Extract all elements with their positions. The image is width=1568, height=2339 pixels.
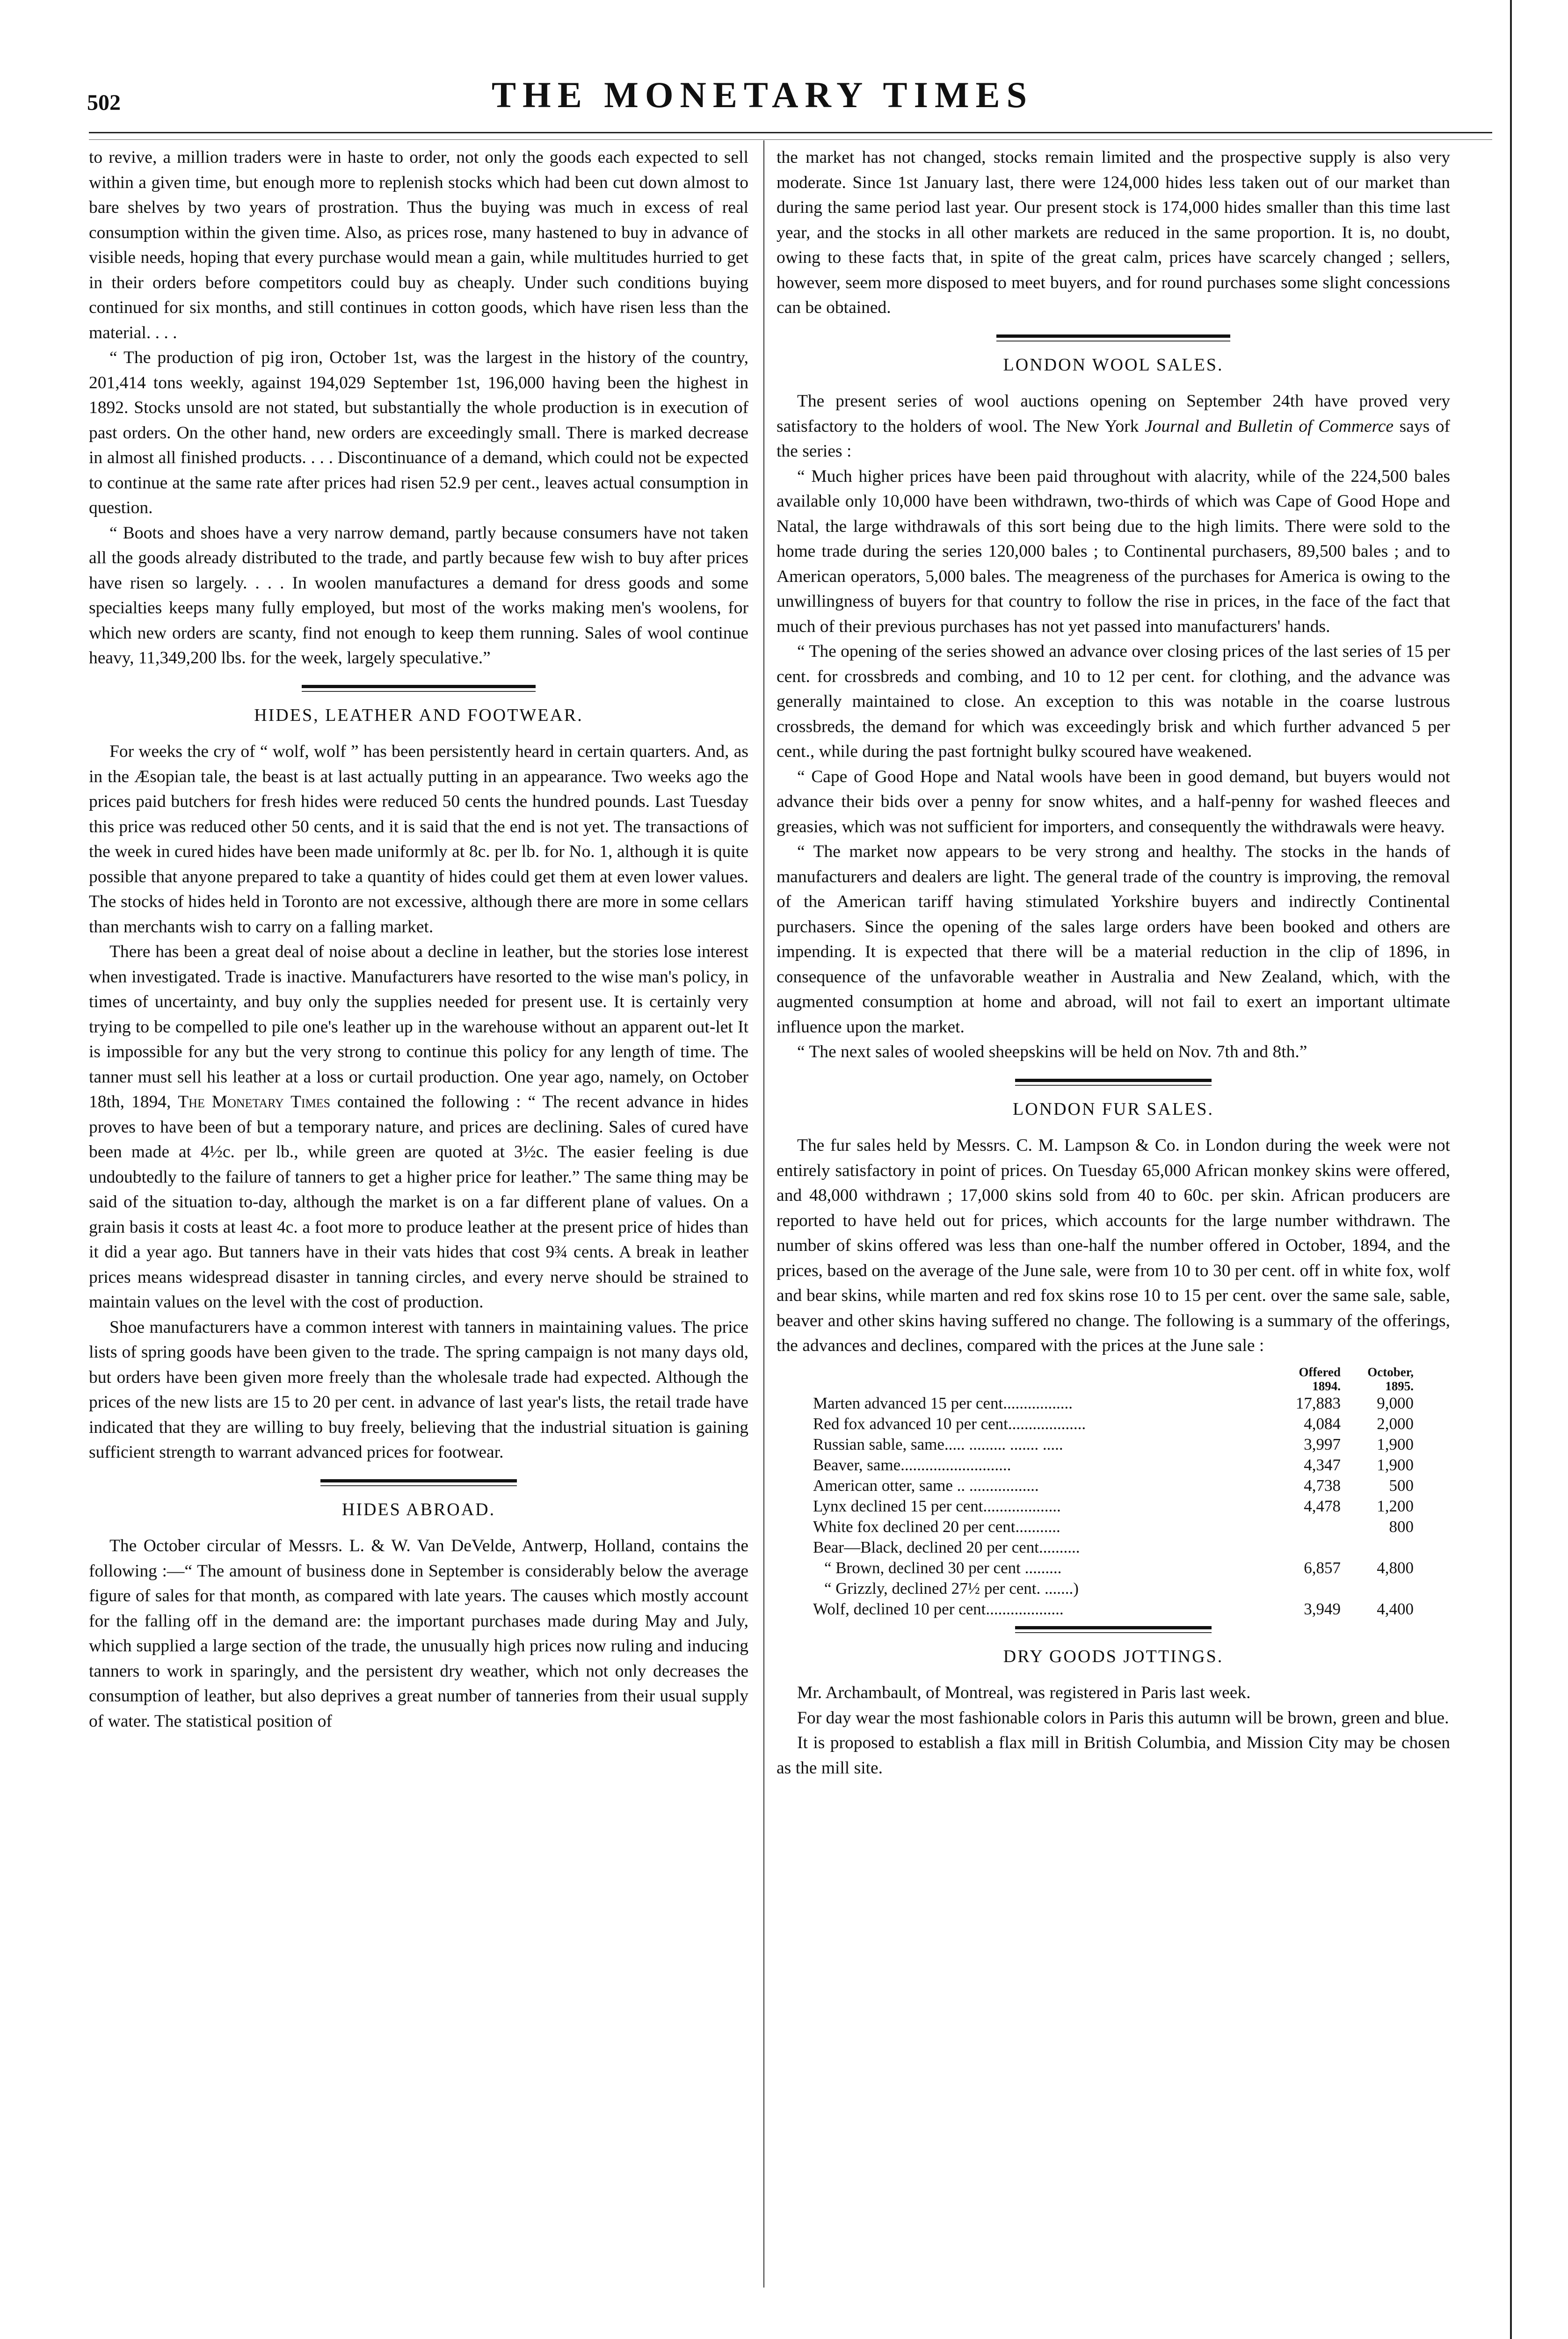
fur-label: White fox declined 20 per cent........... (813, 1517, 1060, 1536)
article-paragraph: “ The opening of the series showed an advance over closing prices of the last series of 15 per cent. for crossbreds and combing, and 10 to 12 per cent. for clothing, and the advance was generally maintained to close. An exception to this was notable in the coarse lustrous crossbreds, the demand for which was exceedingly brisk and which further advanced 5 per cent., while during the past fortnight bulky scoured have weakened. (777, 642, 1450, 761)
fur-offered-1894: 4,084 (1304, 1414, 1341, 1433)
section-divider (302, 685, 536, 692)
article-paragraph: The fur sales held by Messrs. C. M. Lampson & Co. in London during the week were not entirely satisfactory in point of prices. On Tuesday 65,000 African monkey skins were offered, and 48,000 withdrawn ; 17,000 skins sold from 40 to 60c. per skin. African producers are reported to have held out for prices, which accounts for the large number withdrawn. The number of skins offered was less than one-half the number offered in October, 1894, and the prices, based on the average of the June sale, were from 10 to 30 per cent. off in white fox, wolf and bear skins, while marten and red fox skins rose 10 to 15 per cent. over the same sale, sable, beaver and other skins having suffered no change. The following is a summary of the offerings, the advances and declines, compared with the prices at the June sale : (777, 1136, 1450, 1355)
text-run: There has been a great deal of noise about a decline in leather, but the stories lose interest when investigated. Trade is inactive. Manufacturers have resorted to the wise man's policy, in times of uncertainty, and buy only the supplies needed for present use. It is certainly very trying to be compelled to pile one's leather up in the warehouse without an apparent out-let It is impossible for any but the very strong to continue this policy for any length of time. The tanner must sell his leather at a loss or curtail production. One year ago, namely, on October 18th, 1894, (89, 942, 748, 1111)
header-rule (89, 132, 1492, 133)
fur-offered-1895: 2,000 (1377, 1414, 1414, 1433)
article-paragraph: “ Cape of Good Hope and Natal wools have been in good demand, but buyers would not advance their bids over a penny for snow whites, and a half-penny for washed fleeces and greasies, which was not sufficient for importers, and consequently the withdrawals were heavy. (777, 767, 1450, 836)
table-row (809, 1517, 1417, 1537)
masthead-title: THE MONETARY TIMES (492, 74, 1033, 115)
article-paragraph: Shoe manufacturers have a common interest with tanners in maintaining values. The price lists of spring goods have been given to the trade. The spring campaign is not many days old, but orders have been given more freely than the wholesale trade had expected. Although the prices of the new lists are 15 to 20 per cent. in advance of last year's lists, the retail trade have indicated that they are willing to buy freely, believing that the industrial situation is gaining sufficient strength to warrant advanced prices for footwear. (89, 1317, 748, 1462)
bear-labels (809, 1537, 1271, 1599)
fur-sales-table (809, 1365, 1417, 1620)
article-paragraph (777, 389, 1450, 464)
fur-label: Bear—Black, declined 20 per cent.......... (813, 1538, 1080, 1556)
header-rule-thin (89, 139, 1492, 140)
table-row (809, 1475, 1417, 1496)
article-paragraph: “ The production of pig iron, October 1st, was the largest in the history of the country, 201,414 tons weekly, against 194,029 September 1st, 196,000 having been the highest in 1892. Stocks unsold are not stated, but substantially the whole production is in execution of past orders. On the other hand, new orders are exceedingly small. There is marked decrease in almost all finished products. . . . Discontinuance of a demand, which could not be expected to continue at the same rate after prices had risen 52.9 per cent., leaves actual consumption in question. (89, 348, 748, 517)
page-edge-line (1510, 0, 1512, 2339)
text-run: says of the series : (777, 416, 1450, 461)
fur-offered-1895: 1,900 (1377, 1435, 1414, 1453)
article-paragraph: “ The next sales of wooled sheepskins will be held on Nov. 7th and 8th.” (797, 1042, 1307, 1061)
section-heading-fur-sales: LONDON FUR SALES. (1013, 1099, 1214, 1119)
fur-label: “ Grizzly, declined 27½ per cent. .......) (824, 1579, 1079, 1598)
fur-offered-1895: 500 (1389, 1476, 1414, 1495)
fur-offered-1894: 3,997 (1304, 1435, 1341, 1453)
column-header-offered-1894: Offered 1894. (1299, 1365, 1341, 1393)
article-paragraph: to revive, a million traders were in haste to order, not only the goods each expected to sell within a given time, but enough more to replenish stocks which had been cut down almost to bare shelves by two years of prostration. Thus the buying was much in excess of real consumption within the given time. Also, as prices rose, many hastened to buy in advance of visible needs, hoping that every purchase would mean a gain, while multitudes hurried to get in their orders before competitors could buy as cheaply. Under such conditions buying continued for six months, and still continues in cotton goods, which have risen less than the material. . . . (89, 148, 748, 342)
section-divider (1015, 1079, 1212, 1086)
fur-label: Russian sable, same..... ......... ....... ..... (813, 1435, 1063, 1453)
journal-name: Journal and Bulletin of Commerce (1145, 416, 1394, 436)
fur-offered-1894: 4,738 (1304, 1476, 1341, 1495)
fur-offered-1895: 1,200 (1377, 1496, 1414, 1515)
article-paragraph: For weeks the cry of “ wolf, wolf ” has been persistently heard in certain quarters. And, as in the Æsopian tale, the beast is at last actually putting in an appearance. Two weeks ago the prices paid butchers for fresh hides were reduced 50 cents the hundred pounds. Last Tuesday this price was reduced other 50 cents, and it is said that the end is not yet. The transactions of the week in cured hides have been made uniformly at 8c. per lb. for No. 1, although it is quite possible that anyone prepared to take a quantity of hides could get them at even lower values. The stocks of hides held in Toronto are not excessive, although there are more in some cellars than merchants wish to carry on a falling market. (89, 742, 748, 937)
fur-table-body (809, 1393, 1417, 1620)
article-paragraph: The October circular of Messrs. L. & W. Van DeVelde, Antwerp, Holland, contains the following :—“ The amount of business done in September is considerably below the average figure of sales for that month, as compared with late years. The causes which mostly account for the falling off in the demand are: the important purchases made during May and July, which supplied a large section of the trade, the unusually high prices now ruling and inducing tanners to work in sparingly, and the persistent dry weather, which not only decreases the consumption of leather, but also deprives a great number of tanneries from their usual supply of water. The statistical position of (89, 1536, 748, 1731)
fur-offered-1895: 4,800 (1377, 1558, 1414, 1577)
page-number: 502 (87, 90, 121, 115)
table-row (809, 1496, 1417, 1517)
table-row (809, 1414, 1417, 1434)
fur-offered-1894: 6,857 (1304, 1558, 1341, 1577)
section-heading-hides-abroad: HIDES ABROAD. (341, 1499, 496, 1519)
table-row (809, 1393, 1417, 1414)
fur-offered-1895: 4,400 (1377, 1599, 1414, 1618)
section-heading-dry-goods: DRY GOODS JOTTINGS. (1003, 1646, 1224, 1666)
fur-offered-1894: 4,478 (1304, 1496, 1341, 1515)
article-paragraph: Mr. Archambault, of Montreal, was registered in Paris last week. (797, 1683, 1251, 1702)
table-row (809, 1599, 1417, 1620)
table-row (809, 1434, 1417, 1455)
article-paragraph (89, 939, 748, 1315)
section-divider (1015, 1626, 1212, 1633)
fur-label: Lynx declined 15 per cent................... (813, 1496, 1061, 1515)
fur-offered-1895: 1,900 (1377, 1455, 1414, 1474)
fur-offered-1895: 800 (1389, 1517, 1414, 1536)
table-header-row (809, 1365, 1417, 1393)
section-heading-wool-sales: LONDON WOOL SALES. (1003, 355, 1224, 375)
column-divider (763, 140, 764, 2288)
fur-label: Wolf, declined 10 per cent................... (813, 1599, 1064, 1618)
text-run: The present series of wool auctions opening on September 24th have proved very satisfactory to the holders of wool. The New York (777, 392, 1450, 436)
right-column (777, 145, 1450, 1780)
article-paragraph: “ Much higher prices have been paid throughout with alacrity, while of the 224,500 bales available only 10,000 have been withdrawn, two-thirds of which was Cape of Good Hope and Natal, the large withdrawals of this sort being due to the high limits. There were sold to the home trade during the series 120,000 bales ; to Continental purchasers, 89,500 bales ; and to American operators, 5,000 bales. The meagreness of the purchases for America is owing to the unwillingness of buyers for that country to follow the rise in prices, in the face of the fact that much of their previous purchases has not yet passed into manufacturers' hands. (777, 466, 1450, 636)
fur-offered-1894: 4,347 (1304, 1455, 1341, 1474)
article-paragraph: It is proposed to establish a flax mill in British Columbia, and Mission City may be chosen as the mill site. (777, 1733, 1450, 1778)
fur-label: Marten advanced 15 per cent................. (813, 1394, 1073, 1412)
left-column (89, 145, 748, 1734)
column-header-october-1895: October, 1895. (1367, 1365, 1414, 1393)
fur-label: Red fox advanced 10 per cent................... (813, 1414, 1086, 1433)
fur-offered-1894 (1271, 1517, 1344, 1537)
section-divider (996, 334, 1230, 341)
fur-label: American otter, same .. ................. (813, 1476, 1039, 1495)
article-paragraph: the market has not changed, stocks remain limited and the prospective supply is also very moderate. Since 1st January last, there were 124,000 hides less taken out of our market than during the same period last year. Our present stock is 174,000 hides smaller than this time last year, and the stocks in all other markets are reduced in the same proportion. It is, no doubt, owing to these facts that, in spite of the great calm, prices have scarcely changed ; sellers, however, seem more disposed to meet buyers, and for round purchases some slight concessions can be obtained. (777, 148, 1450, 317)
fur-offered-1894: 17,883 (1295, 1394, 1341, 1412)
table-row-bear (809, 1537, 1417, 1599)
article-paragraph: For day wear the most fashionable colors in Paris this autumn will be brown, green and blue. (797, 1708, 1449, 1728)
fur-label: “ Brown, declined 30 per cent ......... (824, 1558, 1062, 1577)
article-paragraph: “ Boots and shoes have a very narrow demand, partly because consumers have not taken all the goods already distributed to the trade, and partly because few wish to buy after prices have risen so largely. . . . In woolen manufactures a demand for dress goods and some specialties keeps many fully employed, but most of the works making men's woolens, for which new orders are scanty, find not enough to keep them running. Sales of wool continue heavy, 11,349,200 lbs. for the week, largely speculative.” (89, 523, 748, 668)
section-divider (320, 1479, 517, 1486)
fur-offered-1895: 9,000 (1377, 1394, 1414, 1412)
article-paragraph: “ The market now appears to be very strong and healthy. The stocks in the hands of manufacturers and dealers are light. The general trade of the country is improving, the removal of the American tariff having stimulated Yorkshire buyers and indirectly Continental purchasers. Since the opening of the sales large orders have been booked and others are impending. It is expected that there will be a material reduction in the clip of 1896, in consequence of the unfavorable weather in Australia and New Zealand, which, with the augmented consumption at home and abroad, will not fail to exert an important ultimate influence upon the market. (777, 842, 1450, 1037)
table-row (809, 1455, 1417, 1475)
newspaper-name: The Monetary Times (178, 1092, 331, 1111)
section-heading-hides-leather: HIDES, LEATHER AND FOOTWEAR. (254, 705, 583, 725)
text-run: contained the following : “ The recent advance in hides proves to have been of but a temporary nature, and prices are declining. Sales of cured have been made at 4½c. per lb., while green are quoted at 3½c. The easier feeling is due undoubtedly to the failure of tanners to get a higher price for leather.” The same thing may be said of the situation to-day, although the market is on a far different plane of values. On a grain basis it costs at least 4c. a foot more to produce leather at the present price of hides than it did a year ago. But tanners have in their vats hides that cost 9¾ cents. A break in leather prices means widespread disaster in tanning circles, and every nerve should be strained to maintain values on the level with the cost of production. (89, 1092, 749, 1312)
fur-offered-1894: 3,949 (1304, 1599, 1341, 1618)
fur-label: Beaver, same........................... (813, 1455, 1011, 1474)
